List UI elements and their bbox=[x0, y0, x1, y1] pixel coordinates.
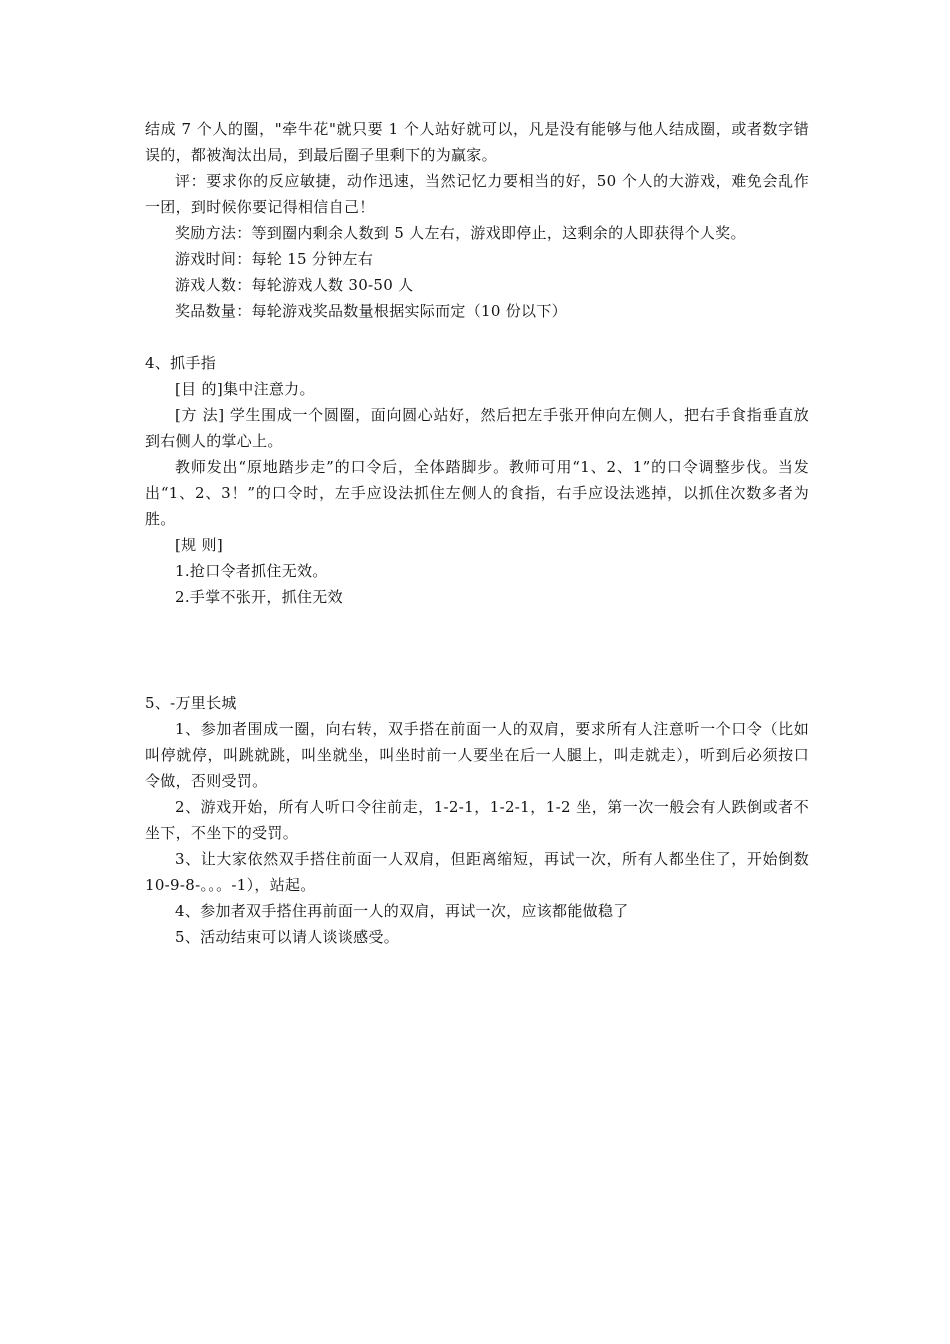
paragraph: 4、参加者双手搭住再前面一人的双肩，再试一次，应该都能做稳了 bbox=[175, 902, 629, 920]
spacer bbox=[145, 324, 809, 350]
paragraph: [目 的]集中注意力。 bbox=[175, 380, 315, 398]
rules-label: [规 则] bbox=[175, 536, 223, 554]
paragraph: 结成 7 个人的圈，"牵牛花"就只要 1 个人站好就可以，凡是没有能够与他人结成圈，或者数字错误的，都被淘汰出局，到最后圈子里剩下的为赢家。 bbox=[145, 120, 809, 164]
paragraph: 3、让大家依然双手搭住前面一人双肩，但距离缩短，再试一次，所有人都坐住了，开始倒数 10-9-8-。。。-1），站起。 bbox=[145, 850, 809, 894]
paragraph: 1、参加者围成一圈，向右转，双手搭在前面一人的双肩，要求所有人注意听一个口令（比如叫停就停，叫跳就跳，叫坐就坐，叫坐时前一人要坐在后一人腿上，叫走就走），听到后必须按口令做，否则受罚。 bbox=[145, 720, 809, 790]
paragraph: 教师发出“原地踏步走”的口令后，全体踏脚步。教师可用“1、2、1”的口令调整步伐。当发出“1、2、3！”的口令时，左手应设法抓住左侧人的食指，右手应设法逃掉，以抓住次数多者为胜。 bbox=[145, 458, 809, 528]
paragraph: 奖品数量：每轮游戏奖品数量根据实际而定（10 份以下） bbox=[175, 302, 567, 320]
spacer bbox=[145, 610, 809, 690]
section-heading: 5、-万里长城 bbox=[145, 694, 237, 712]
document-page bbox=[145, 116, 809, 950]
rule-item: 1.抢口令者抓住无效。 bbox=[175, 562, 328, 580]
paragraph: [方 法] 学生围成一个圆圈，面向圆心站好，然后把左手张开伸向左侧人，把右手食指垂直放到右侧人的掌心上。 bbox=[145, 406, 809, 450]
paragraph: 奖励方法：等到圈内剩余人数到 5 人左右，游戏即停止，这剩余的人即获得个人奖。 bbox=[175, 224, 746, 242]
paragraph: 评：要求你的反应敏捷，动作迅速，当然记忆力要相当的好，50 个人的大游戏，难免会乱作一团，到时候你要记得相信自己！ bbox=[145, 172, 809, 216]
paragraph: 5、活动结束可以请人谈谈感受。 bbox=[175, 928, 400, 946]
rule-item: 2.手掌不张开，抓住无效 bbox=[175, 588, 343, 606]
paragraph: 游戏人数：每轮游戏人数 30-50 人 bbox=[175, 276, 414, 294]
paragraph: 2、游戏开始，所有人听口令往前走，1-2-1，1-2-1，1-2 坐，第一次一般会有人跌倒或者不坐下，不坐下的受罚。 bbox=[145, 798, 809, 842]
paragraph: 游戏时间：每轮 15 分钟左右 bbox=[175, 250, 374, 268]
section-heading: 4、抓手指 bbox=[145, 354, 217, 372]
